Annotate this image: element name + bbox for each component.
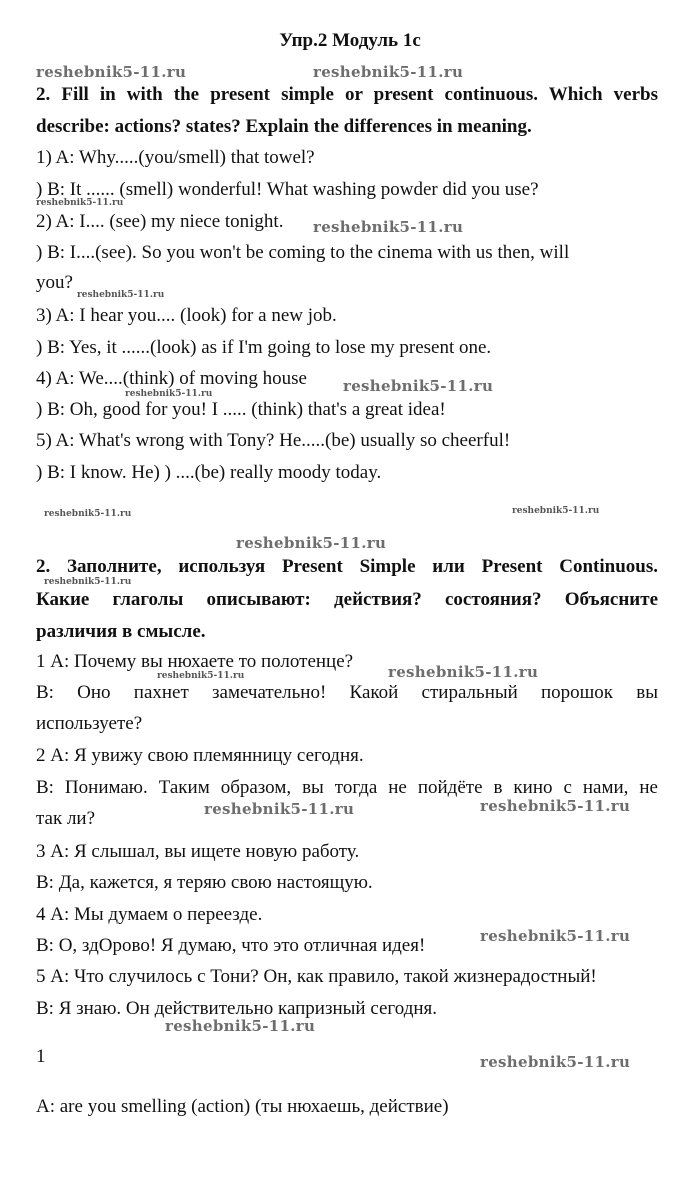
russian-line: используете? [36, 713, 143, 734]
russian-heading-line-1: 2. Заполните, используя Present Simple или Present Continuous. [36, 556, 658, 577]
answer-number: 1 [36, 1046, 46, 1067]
russian-line: В: Понимаю. Таким образом, вы тогда не пойдёте в кино с нами, не [36, 777, 658, 798]
russian-line: В: Да, кажется, я теряю свою настоящую. [36, 872, 373, 893]
watermark: reshebnik5-11.ru [480, 797, 631, 815]
watermark: reshebnik5-11.ru [512, 506, 600, 516]
watermark: reshebnik5-11.ru [77, 290, 165, 300]
watermark: reshebnik5-11.ru [480, 1053, 631, 1071]
watermark: reshebnik5-11.ru [165, 1017, 316, 1035]
russian-line: 3 А: Я слышал, вы ищете новую работу. [36, 841, 360, 862]
english-line: 4) A: We....(think) of moving house [36, 368, 307, 389]
page-title: Упр.2 Модуль 1с [279, 30, 421, 51]
watermark: reshebnik5-11.ru [157, 671, 245, 681]
russian-line: В: Оно пахнет замечательно! Какой стиральный порошок вы [36, 682, 658, 703]
english-line: ) B: It ...... (smell) wonderful! What washing powder did you use? [36, 179, 539, 200]
russian-line: 4 А: Мы думаем о переезде. [36, 904, 263, 925]
watermark: reshebnik5-11.ru [343, 377, 494, 395]
english-line: ) B: I....(see). So you won't be coming to the cinema with us then, will [36, 242, 570, 263]
russian-line: В: Я знаю. Он действительно капризный сегодня. [36, 998, 438, 1019]
watermark: reshebnik5-11.ru [125, 389, 213, 399]
english-heading-line-1: 2. Fill in with the present simple or present continuous. Which verbs [36, 84, 658, 105]
watermark: reshebnik5-11.ru [44, 509, 132, 519]
russian-line: В: О, здОрово! Я думаю, что это отличная идея! [36, 935, 426, 956]
watermark: reshebnik5-11.ru [36, 63, 187, 81]
english-line: 1) A: Why.....(you/smell) that towel? [36, 147, 315, 168]
english-line: ) B: Oh, good for you! I ..... (think) that's a great idea! [36, 399, 446, 420]
answer-line: A: are you smelling (action) (ты нюхаешь, действие) [36, 1096, 449, 1117]
watermark: reshebnik5-11.ru [36, 198, 124, 208]
watermark: reshebnik5-11.ru [388, 663, 539, 681]
russian-line: 1 А: Почему вы нюхаете то полотенце? [36, 651, 354, 672]
watermark: reshebnik5-11.ru [480, 927, 631, 945]
russian-line: 2 А: Я увижу свою племянницу сегодня. [36, 745, 364, 766]
english-line: 5) A: What's wrong with Tony? He.....(be) usually so cheerful! [36, 430, 511, 451]
russian-line: так ли? [36, 808, 96, 829]
watermark: reshebnik5-11.ru [204, 800, 355, 818]
watermark: reshebnik5-11.ru [313, 63, 464, 81]
english-line: 2) A: I.... (see) my niece tonight. [36, 211, 284, 232]
watermark: reshebnik5-11.ru [236, 534, 387, 552]
watermark: reshebnik5-11.ru [313, 218, 464, 236]
english-line: ) B: I know. He) ) ....(be) really moody today. [36, 462, 382, 483]
english-line: ) B: Yes, it ......(look) as if I'm going to lose my present one. [36, 337, 492, 358]
russian-line: 5 А: Что случилось с Тони? Он, как правило, такой жизнерадостный! [36, 966, 597, 987]
watermark: reshebnik5-11.ru [44, 577, 132, 587]
english-heading-line-2: describe: actions? states? Explain the differences in meaning. [36, 116, 532, 137]
russian-heading-line-2: Какие глаголы описывают: действия? состояния? Объясните [36, 589, 658, 610]
english-line: 3) A: I hear you.... (look) for a new job. [36, 305, 337, 326]
russian-heading-line-3: различия в смысле. [36, 621, 206, 642]
english-line: you? [36, 272, 73, 293]
